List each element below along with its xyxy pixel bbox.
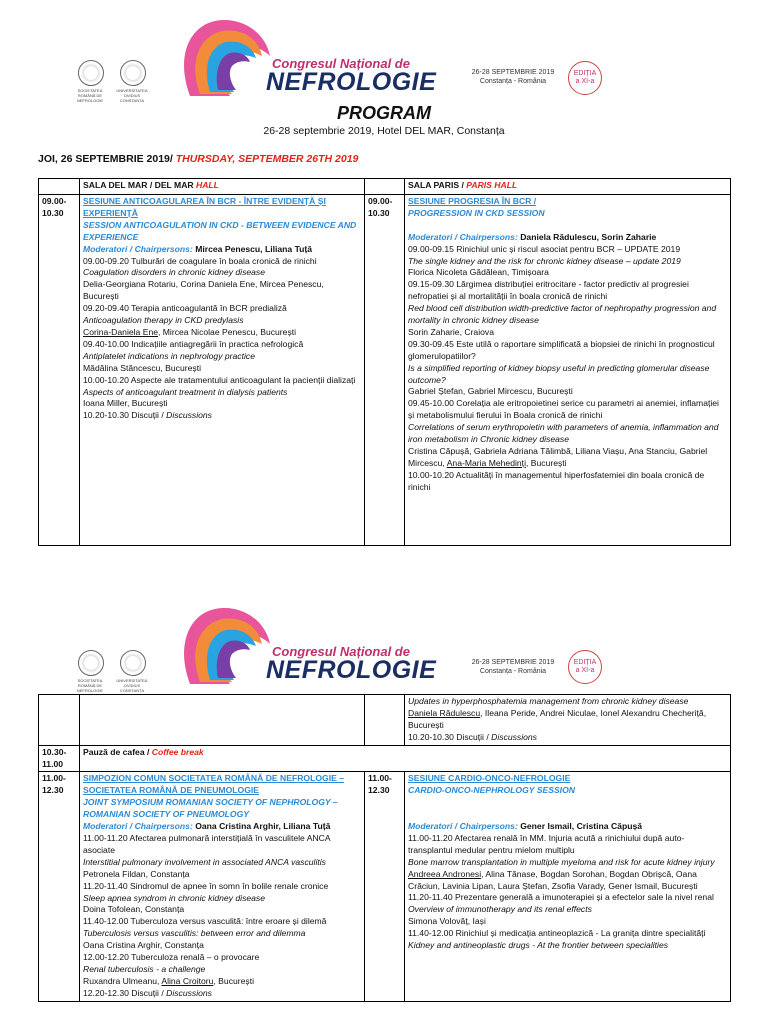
brand-subtitle: Congresul Național de [272,56,410,71]
hall-header: SALA PARIS / PARIS HALL [405,179,731,195]
schedule-table-1 [38,178,731,546]
brand-title: NEFROLOGIE [266,68,437,96]
edition-badge: EDIȚIA a XI-a [568,61,602,95]
session-cell: SESIUNE ANTICOAGULAREA ÎN BCR - ÎNTRE EVIDENȚĂ ȘI EXPERIENȚĂ SESSION ANTICOAGULATION IN CKD - BETWEEN EVIDENCE AND EXPERIENCE Moderatori / Chairpersons: Mircea Penescu, Liliana Tuță 09.00-09.20 Tulburări de coagulare în boala cronică de rinichi Coagulation disorders in chronic kidney disease Delia-Georgiana Rotariu, Corina Daniela Ene, Mircea Penescu, București 09.20-09.40 Terapia anticoagulantă în BCR predializă Anticoagulation therapy in CKD predylasis Corina-Daniela Ene, Mircea Nicolae Penescu, București 09.40-10.00 Indicațiile antiagregării în practica nefrologică Antiplatelet indications in nephrology practice Mădălina Stăncescu, București 10.00-10.20 Aspecte ale tratamentului anticoagulant la pacienții dializați Aspects of anticoagulant treatment in dialysis patients Ioana Miller, București 10.20-10.30 Discuții / Discussions [80,195,365,546]
time-cell: 11.00-12.30 [365,772,405,1001]
time-cell [365,695,405,746]
program-subtitle: 26-28 septembrie 2019, Hotel DEL MAR, Constanța [263,125,505,137]
schedule-table-2 [38,694,731,1002]
society-seal-icon [78,650,104,676]
seal-caption: SOCIETATEA ROMÂNĂ DE NEFROLOGIE [76,678,104,693]
kidney-ribbon-logo-icon [170,604,280,694]
program-title: PROGRAM [337,103,431,123]
session-cell: Updates in hyperphosphatemia management from chronic kidney disease Daniela Rădulescu, Ileana Peride, Andrei Niculae, Ionel Alexandru Checheriță, București 10.20-10.30 Discuții / Discussions [405,695,731,746]
break-cell: Pauză de cafea / Coffee break [80,745,731,772]
time-cell: 09.00-10.30 [39,195,80,546]
session-cell: SESIUNE CARDIO-ONCO-NEFROLOGIE CARDIO-ONCO-NEPHROLOGY SESSION Moderatori / Chairpersons: Gener Ismail, Cristina Căpușă 11.00-11.20 Afectarea renală în MM. Injuria acută a rinichiului după auto-transplantul medular pentru mielom multiplu Bone marrow transplantation in multiple myeloma and risk for acute kidney injury Andreea Andronesi, Alina Tănase, Bogdan Sorohan, Bogdan Obrișcă, Oana Crăciun, Lavinia Lipan, Laura Ștefan, Zsofia Varady, Gener Ismail, București 11.20-11.40 Prezentare generală a imunoterapiei și a efectelor sale la nivel renal Overview of immunotherapy and its renal effects Simona Volovăț, Iași 11.40-12.00 Rinichiul și medicația antineoplazică - La granița dintre specialități Kidney and antineoplastic drugs - At the frontier between specialities [405,772,731,1001]
university-seal-icon [120,650,146,676]
header-dates: 26-28 SEPTEMBRIE 2019 Constanța - România [471,69,555,85]
seal-caption: UNIVERSITATEA OVIDIUS CONSTANȚA [116,88,148,103]
university-seal-icon [120,60,146,86]
hall-header: SALA DEL MAR / DEL MAR HALL [80,179,365,195]
seal-caption: UNIVERSITATEA OVIDIUS CONSTANȚA [116,678,148,693]
day-heading: JOI, 26 SEPTEMBRIE 2019/ THURSDAY, SEPTEMBER 26TH 2019 [38,153,359,165]
brand-subtitle: Congresul Național de [272,644,410,659]
time-header [39,179,80,195]
kidney-ribbon-logo-icon [170,16,280,106]
time-cell: 10.30-11.00 [39,745,80,772]
edition-badge: EDIȚIA a XI-a [568,650,602,684]
session-cell: SIMPOZION COMUN SOCIETATEA ROMÂNĂ DE NEFROLOGIE – SOCIETATEA ROMÂNĂ DE PNEUMOLOGIE JOINT SYMPOSIUM ROMANIAN SOCIETY OF NEPHROLOGY – ROMANIAN SOCIETY OF PNEUMOLOGY Moderatori / Chairpersons: Oana Cristina Arghir, Liliana Tuță 11.00-11.20 Afectarea pulmonară interstițială în vasculitele ANCA asociate Interstitial pulmonary involvement in associated ANCA vasculitis Petronela Fildan, Constanța 11.20-11.40 Sindromul de apnee în somn în bolile renale cronice Sleep apnea syndrom in chronic kidney disease Doina Tofolean, Constanța 11.40-12.00 Tuberculoza versus vasculită: între eroare și dilemă Tuberculosis versus vasculitis: between error and dilemma Oana Cristina Arghir, Constanța 12.00-12.20 Tuberculoza renală – o provocare Renal tuberculosis - a challenge Ruxandra Ulmeanu, Alina Croitoru, București 12.20-12.30 Discuții / Discussions [80,772,365,1001]
brand-title: NEFROLOGIE [266,656,437,684]
header-dates: 26-28 SEPTEMBRIE 2019 Constanța - România [471,659,555,675]
seal-caption: SOCIETATEA ROMÂNĂ DE NEFROLOGIE [76,88,104,103]
time-cell [39,695,80,746]
time-cell: 11.00-12.30 [39,772,80,1001]
session-cell [80,695,365,746]
time-cell: 09.00-10.30 [365,195,405,546]
session-cell: SESIUNE PROGRESIA ÎN BCR / PROGRESSION IN CKD SESSION Moderatori / Chairpersons: Daniela Rădulescu, Sorin Zaharie 09.00-09.15 Rinichiul unic și riscul asociat pentru BCR – UPDATE 2019 The single kidney and the risk for chronic kidney disease – update 2019 Florica Nicoleta Gădălean, Timișoara 09.15-09.30 Lărgimea distribuției eritrocitare - factor predictiv al progresiei nefropatiei și al mortalității în boala cronică de rinichi Red blood cell distribution width-predictive factor of nephropathy progression and mortality in chronic kidney disease Sorin Zaharie, Craiova 09.30-09.45 Este utilă o raportare simplificată a biopsiei de rinichi în prognosticul glomerulopatiilor? Is a simplified reporting of kidney biopsy useful in predicting glomerular disease outcome? Gabriel Ștefan, Gabriel Mircescu, București 09.45-10.00 Corelația ale eritropoietinei serice cu parametri ai anemiei, inflamației și metabolismului fierului în Boala cronică de rinichi Correlations of serum erythropoietin with parameters of anemia, inflammation and iron metabolism in Chronic kidney disease Cristina Căpușă, Gabriela Adriana Tălimbă, Liliana Viașu, Ana Stanciu, Gabriel Mircescu, Ana-Maria Mehedinți, București 10.00-10.20 Actualități în managementul hiperfosfatemiei din boala cronică de rinichi [405,195,731,546]
congress-header [0,8,768,103]
congress-header [0,598,768,693]
time-header [365,179,405,195]
society-seal-icon [78,60,104,86]
